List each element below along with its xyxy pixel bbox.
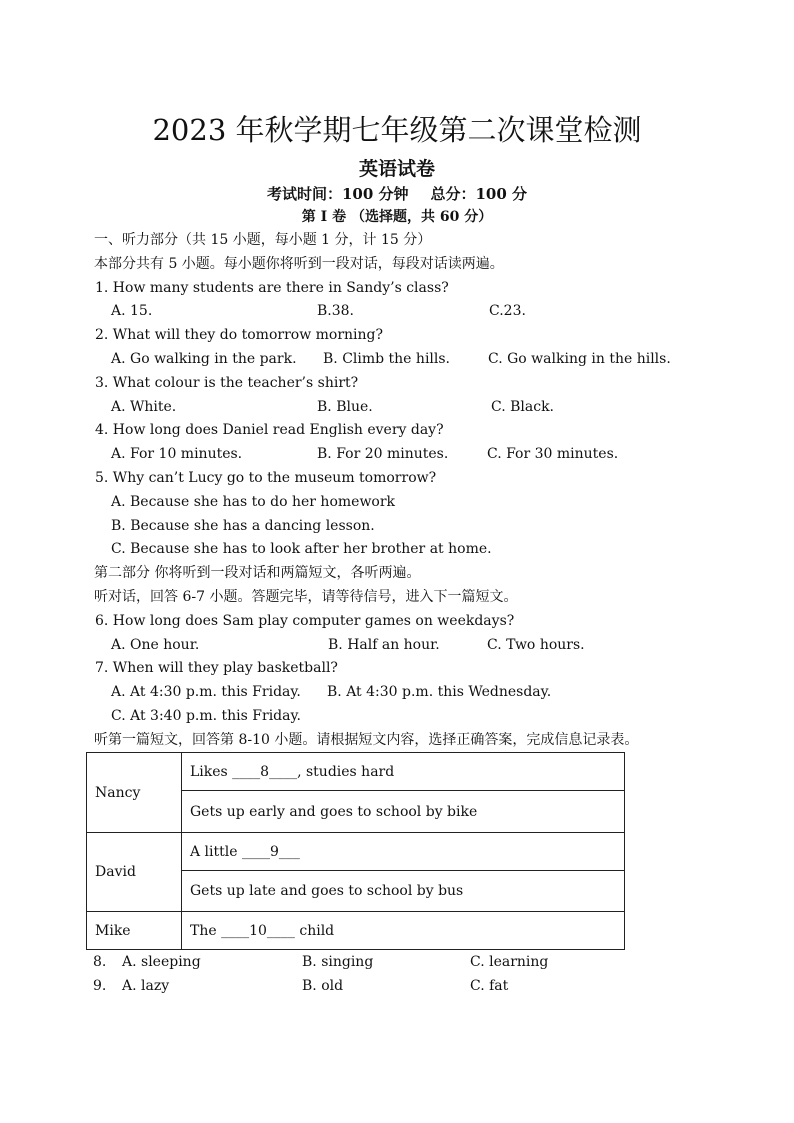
answer-options [95,950,755,998]
exam-info [0,182,794,206]
option-b: B. old [302,978,344,994]
option-b: B. For 20 minutes. [317,446,449,463]
row-name-david: David [87,833,182,912]
option-a: A. For 10 minutes. [111,446,243,463]
question-3-options [95,396,755,420]
question-1-options [95,300,755,324]
part2-heading: 第二部分 你将听到一段对话和两篇短文，各听两遍。 [94,565,421,582]
row-name-mike: Mike [87,912,182,950]
question-3: 3. What colour is the teacher’s shirt? [95,374,359,391]
part2-instruction: 听对话，回答 6-7 小题。答题完毕，请等待信号，进入下一篇短文。 [94,588,518,605]
answer-number: 8. [93,954,107,970]
option-c: C. At 3:40 p.m. this Friday. [111,707,301,724]
volume-heading: 第 I 卷 （选择题，共 60 分） [301,209,493,225]
option-a: A. lazy [122,978,170,994]
table-cell: A little ____9___ [182,833,625,871]
option-a: A. Because she has to do her homework [111,493,396,510]
question-1: 1. How many students are there in Sandy’s class? [95,279,449,296]
page-subtitle: 英语试卷 [358,158,435,180]
option-a: A. White. [111,398,177,415]
option-c: C. Two hours. [487,636,585,653]
option-b: B.38. [317,303,355,320]
question-6: 6. How long does Sam play computer games on weekdays? [95,612,515,629]
question-7-options [95,681,755,705]
table-cell: Gets up early and goes to school by bike [182,791,625,833]
passage-instruction: 听第一篇短文，回答第 8-10 小题。请根据短文内容，选择正确答案，完成信息记录表。 [94,731,639,748]
table-row [87,912,625,950]
question-2: 2. What will they do tomorrow morning? [95,327,384,344]
option-c: C. Black. [491,398,554,415]
option-a: A. One hour. [111,636,200,653]
table-cell: The ____10____ child [182,912,625,950]
option-a: A. Go walking in the park. [111,350,297,367]
option-c: C. For 30 minutes. [487,446,619,463]
listening-section [95,229,755,753]
option-a: A. sleeping [122,954,201,970]
part1-instruction: 本部分共有 5 小题。每小题你将听到一段对话，每段对话读两遍。 [94,255,504,272]
question-4-options [95,443,755,467]
answer-row-8 [95,950,755,974]
option-c: C.23. [489,303,526,320]
answer-number: 9. [93,978,107,994]
option-b: B. Because she has a dancing lesson. [111,517,375,534]
option-a: A. 15. [111,303,153,320]
question-2-options [95,348,755,372]
info-record-table [86,752,625,950]
table-row [87,753,625,791]
option-b: B. Blue. [317,398,373,415]
option-c: C. Go walking in the hills. [488,350,671,367]
table-cell: Gets up late and goes to school by bus [182,871,625,912]
part1-heading: 一、听力部分（共 15 小题，每小题 1 分，计 15 分） [94,232,432,248]
option-c: C. fat [470,978,509,994]
option-c: C. learning [470,954,549,970]
question-7: 7. When will they play basketball? [95,660,338,677]
option-c: C. Because she has to look after her brother at home. [111,541,492,558]
table-row [87,833,625,871]
option-a: A. At 4:30 p.m. this Friday. [111,684,301,701]
option-b: B. Half an hour. [328,636,440,653]
option-b: B. Climb the hills. [323,350,451,367]
row-name-nancy: Nancy [87,753,182,833]
answer-row-9 [95,974,755,998]
option-b: B. At 4:30 p.m. this Wednesday. [327,684,552,701]
option-b: B. singing [302,954,374,970]
page-title: 2023 年秋学期七年级第二次课堂检测 [152,113,642,147]
exam-total-score: 总分：100 分 [430,185,528,203]
question-6-options [95,634,755,658]
table-cell: Likes ____8____, studies hard [182,753,625,791]
question-4: 4. How long does Daniel read English every day? [95,422,444,439]
question-5: 5. Why can’t Lucy go to the museum tomorrow? [95,469,437,486]
exam-time: 考试时间：100 分钟 [266,185,409,203]
